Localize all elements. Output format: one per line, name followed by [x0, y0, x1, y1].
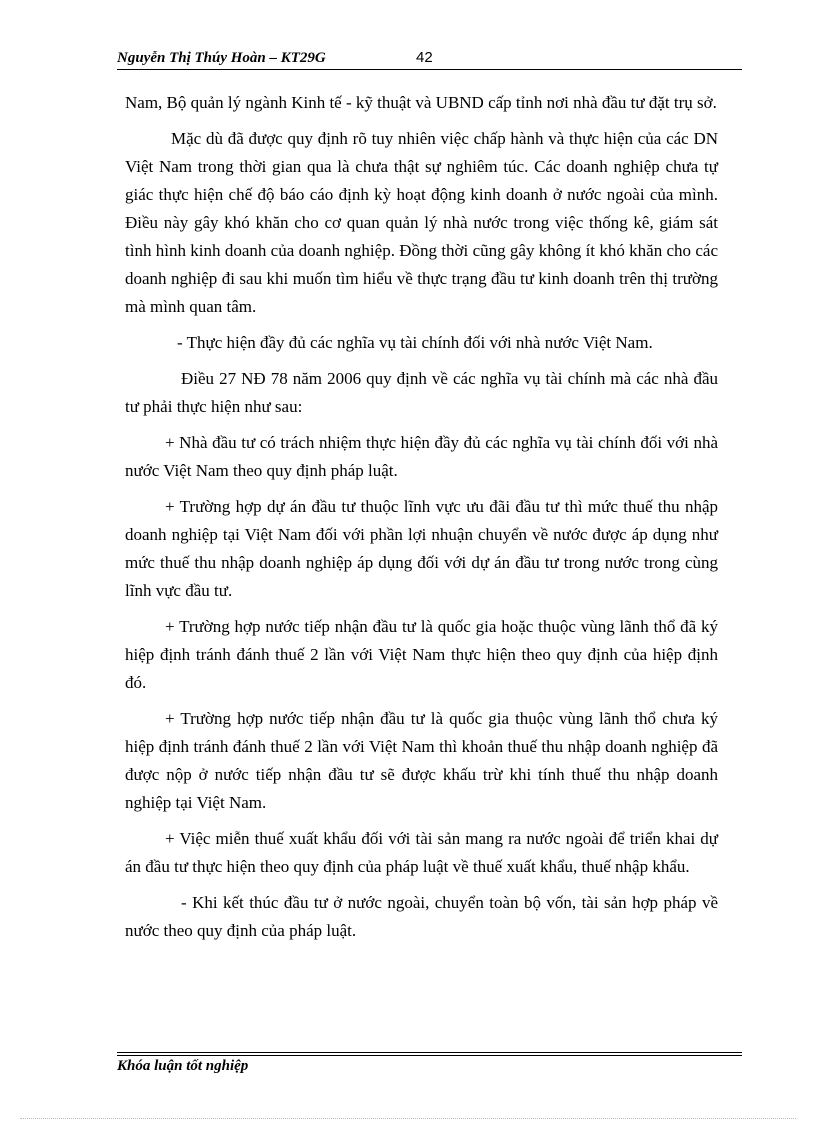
header-author: Nguyễn Thị Thúy Hoàn – KT29G — [117, 50, 326, 66]
page-bottom-dotted-edge — [20, 1118, 796, 1119]
paragraph-7: + Trường hợp nước tiếp nhận đầu tư là quốc gia hoặc thuộc vùng lãnh thổ đã ký hiệp định tránh đánh thuế 2 lần với Việt Nam thực hiện theo quy định của hiệp định đó. — [125, 617, 718, 692]
page-body — [125, 89, 718, 945]
paragraph-4: Điều 27 NĐ 78 năm 2006 quy định về các nghĩa vụ tài chính mà các nhà đầu tư phải thực hiện như sau: — [125, 369, 718, 416]
paragraph-6: + Trường hợp dự án đầu tư thuộc lĩnh vực ưu đãi đầu tư thì mức thuế thu nhập doanh nghiệp tại Việt Nam đối với phần lợi nhuận chuyển về nước được áp dụng như mức thuế thu nhập doanh nghiệp áp dụng đối với dự án đầu tư trong nước trong cùng lĩnh vực đầu tư. — [125, 497, 718, 600]
header-divider — [117, 69, 742, 70]
paragraph-3: - Thực hiện đầy đủ các nghĩa vụ tài chính đối với nhà nước Việt Nam. — [177, 333, 653, 352]
paragraph-10: - Khi kết thúc đầu tư ở nước ngoài, chuyển toàn bộ vốn, tài sản hợp pháp về nước theo quy định của pháp luật. — [125, 893, 718, 940]
page-header — [117, 50, 741, 70]
paragraph-1: Nam, Bộ quản lý ngành Kinh tế - kỹ thuật và UBND cấp tỉnh nơi nhà đầu tư đặt trụ sở. — [125, 93, 717, 112]
paragraph-9: + Việc miễn thuế xuất khẩu đối với tài sản mang ra nước ngoài để triển khai dự án đầu tư thực hiện theo quy định của pháp luật về thuế xuất khẩu, thuế nhập khẩu. — [125, 829, 718, 876]
paragraph-5: + Nhà đầu tư có trách nhiệm thực hiện đầy đủ các nghĩa vụ tài chính đối với nhà nước Việt Nam theo quy định pháp luật. — [125, 433, 718, 480]
paragraph-2: Mặc dù đã được quy định rõ tuy nhiên việc chấp hành và thực hiện của các DN Việt Nam trong thời gian qua là chưa thật sự nghiêm túc. Các doanh nghiệp chưa tự giác thực hiện chế độ báo cáo định kỳ hoạt động kinh doanh ở nước ngoài của mình. Điều này gây khó khăn cho cơ quan quản lý nhà nước trong việc thống kê, giám sát tình hình kinh doanh của doanh nghiệp. Đồng thời cũng gây không ít khó khăn cho các doanh nghiệp đi sau khi muốn tìm hiểu về thực trạng đầu tư kinh doanh trên thị trường mà mình quan tâm. — [125, 129, 718, 316]
page-number: 42 — [416, 49, 433, 66]
footer-divider-top — [117, 1052, 742, 1053]
footer-label: Khóa luận tốt nghiệp — [117, 1058, 249, 1074]
footer-divider-bottom — [117, 1055, 742, 1056]
paragraph-8: + Trường hợp nước tiếp nhận đầu tư là quốc gia thuộc vùng lãnh thổ chưa ký hiệp định tránh đánh thuế 2 lần với Việt Nam thì khoản thuế thu nhập doanh nghiệp đã được nộp ở nước tiếp nhận đầu tư sẽ được khấu trừ khi tính thuế thu nhập doanh nghiệp tại Việt Nam. — [125, 709, 718, 812]
